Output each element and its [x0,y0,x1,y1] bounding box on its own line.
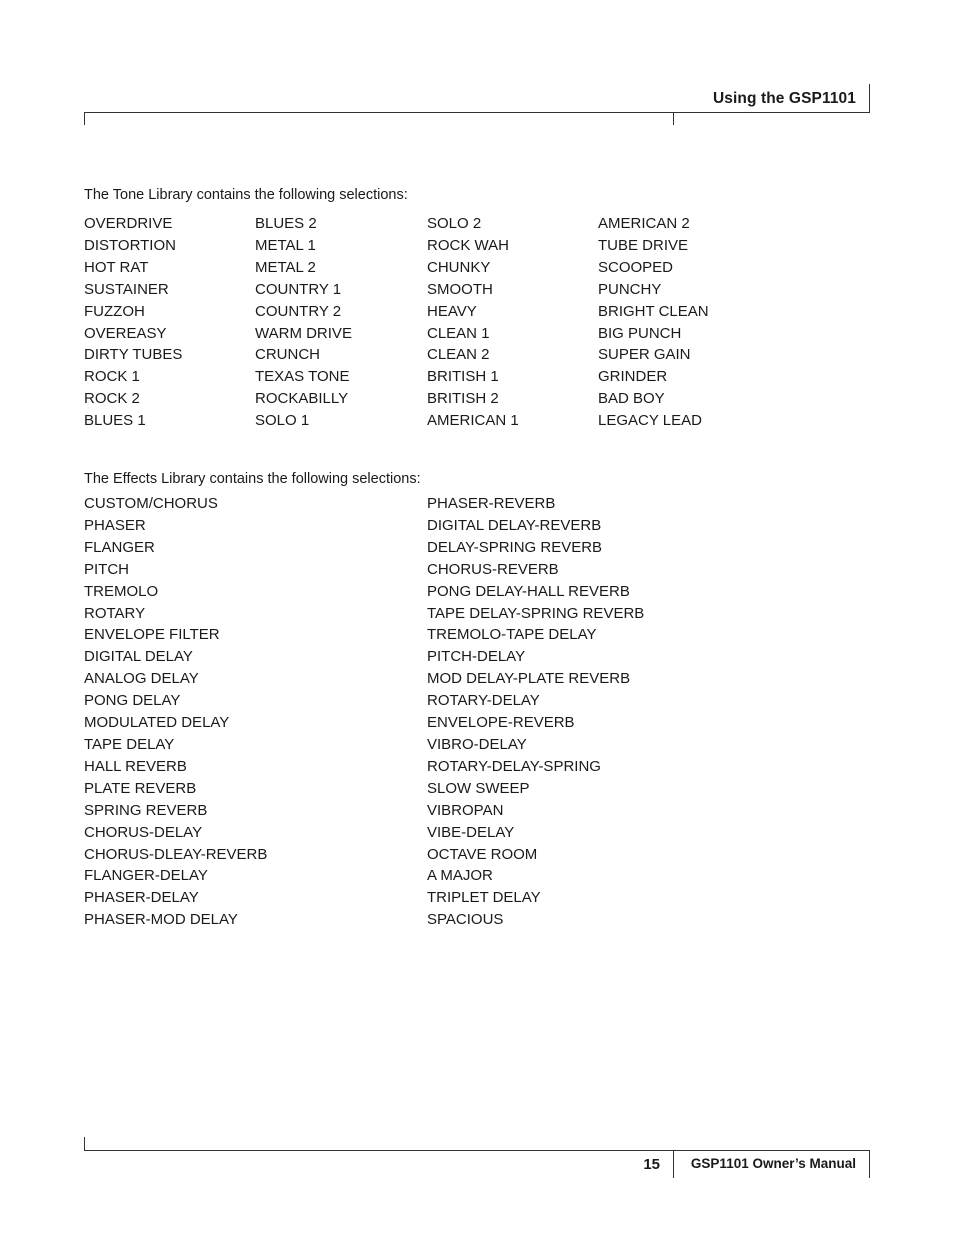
header-rule-tick-right [869,84,870,113]
list-item: CHORUS-DLEAY-REVERB [84,845,268,863]
list-item: ROCK WAH [427,236,509,254]
list-item: DISTORTION [84,236,176,254]
list-item: CUSTOM/CHORUS [84,495,218,512]
list-item: CHORUS-DELAY [84,823,203,841]
list-item: SOLO 1 [255,412,310,430]
list-item: SOLO 2 [427,215,482,232]
list-item: CHUNKY [427,258,491,276]
list-item: ENVELOPE-REVERB [427,714,575,732]
list-item: PUNCHY [598,280,662,298]
list-item: SUPER GAIN [598,346,691,364]
list-item: CHORUS-REVERB [427,560,559,578]
list-item: VIBRO-DELAY [427,735,527,753]
list-item: SCOOPED [598,258,674,276]
list-item: ENVELOPE FILTER [84,626,220,644]
list-item: DELAY-SPRING REVERB [427,538,603,556]
tone-library-intro: The Tone Library contains the following selections: [84,187,408,203]
list-item: OVEREASY [84,324,167,342]
header-title: Using the GSP1101 [713,90,856,107]
effects-list-column-2 [427,493,644,931]
list-item: BLUES 2 [255,215,317,232]
list-item: SPACIOUS [427,911,504,929]
list-item: DIRTY TUBES [84,346,183,364]
list-item: CRUNCH [255,346,320,364]
footer-rule-tick-left [84,1137,85,1150]
tone-list-column-4 [598,213,709,432]
list-item: ANALOG DELAY [84,670,199,688]
list-item: GRINDER [598,368,668,386]
list-item: OVERDRIVE [84,215,173,232]
list-item: OCTAVE ROOM [427,845,538,863]
list-item: WARM DRIVE [255,324,352,342]
tone-list-column-2 [255,213,352,432]
list-item: PHASER-DELAY [84,889,199,907]
list-item: SUSTAINER [84,280,169,298]
list-item: MOD DELAY-PLATE REVERB [427,670,631,688]
list-item: METAL 2 [255,258,316,276]
footer-rule [84,1150,870,1151]
list-item: LEGACY LEAD [598,412,702,430]
list-item: ROCK 1 [84,368,140,386]
list-item: TREMOLO [84,582,159,600]
list-item: PITCH [84,560,129,578]
list-item: TREMOLO-TAPE DELAY [427,626,597,644]
tone-list-column-1 [84,213,182,432]
list-item: COUNTRY 1 [255,280,342,298]
list-item: CLEAN 1 [427,324,490,342]
list-item: AMERICAN 1 [427,412,519,430]
effects-library-intro: The Effects Library contains the following selections: [84,471,421,487]
list-item: VIBROPAN [427,801,504,819]
header-rule-tick-middle [673,112,674,125]
list-item: SLOW SWEEP [427,779,530,797]
list-item: HOT RAT [84,258,149,276]
list-item: BRITISH 2 [427,390,499,408]
list-item: FLANGER-DELAY [84,867,208,885]
list-item: TRIPLET DELAY [427,889,541,907]
list-item: PITCH-DELAY [427,648,526,666]
list-item: PHASER-MOD DELAY [84,911,238,929]
list-item: ROTARY-DELAY [427,692,540,710]
list-item: BRITISH 1 [427,368,499,386]
list-item: PONG DELAY-HALL REVERB [427,582,630,600]
list-item: MODULATED DELAY [84,714,230,732]
page-number: 15 [643,1156,660,1173]
list-item: FUZZOH [84,302,145,320]
footer-rule-tick-right [869,1150,870,1178]
list-item: VIBE-DELAY [427,823,515,841]
header-rule-tick-left [84,112,85,125]
list-item: FLANGER [84,538,155,556]
effects-list-column-1 [84,493,267,931]
list-item: TUBE DRIVE [598,236,689,254]
list-item: TAPE DELAY-SPRING REVERB [427,604,645,622]
list-item: ROCKABILLY [255,390,349,408]
list-item: BRIGHT CLEAN [598,302,709,320]
list-item: TAPE DELAY [84,735,175,753]
list-item: COUNTRY 2 [255,302,342,320]
list-item: PONG DELAY [84,692,181,710]
list-item: TEXAS TONE [255,368,350,386]
list-item: A MAJOR [427,867,493,885]
list-item: HALL REVERB [84,757,187,775]
list-item: PHASER [84,516,146,534]
list-item: BLUES 1 [84,412,146,430]
list-item: DIGITAL DELAY-REVERB [427,516,602,534]
footer-manual-title: GSP1101 Owner’s Manual [690,1156,856,1171]
list-item: ROTARY [84,604,146,622]
list-item: METAL 1 [255,236,316,254]
list-item: BIG PUNCH [598,324,682,342]
list-item: ROCK 2 [84,390,140,408]
footer-rule-tick-middle [673,1150,674,1178]
list-item: SPRING REVERB [84,801,208,819]
list-item: PLATE REVERB [84,779,197,797]
tone-list-column-3 [427,213,519,432]
list-item: BAD BOY [598,390,665,408]
list-item: SMOOTH [427,280,493,298]
list-item: PHASER-REVERB [427,495,556,512]
list-item: ROTARY-DELAY-SPRING [427,757,601,775]
list-item: AMERICAN 2 [598,215,690,232]
list-item: HEAVY [427,302,477,320]
list-item: DIGITAL DELAY [84,648,193,666]
list-item: CLEAN 2 [427,346,490,364]
header-rule [84,112,870,113]
